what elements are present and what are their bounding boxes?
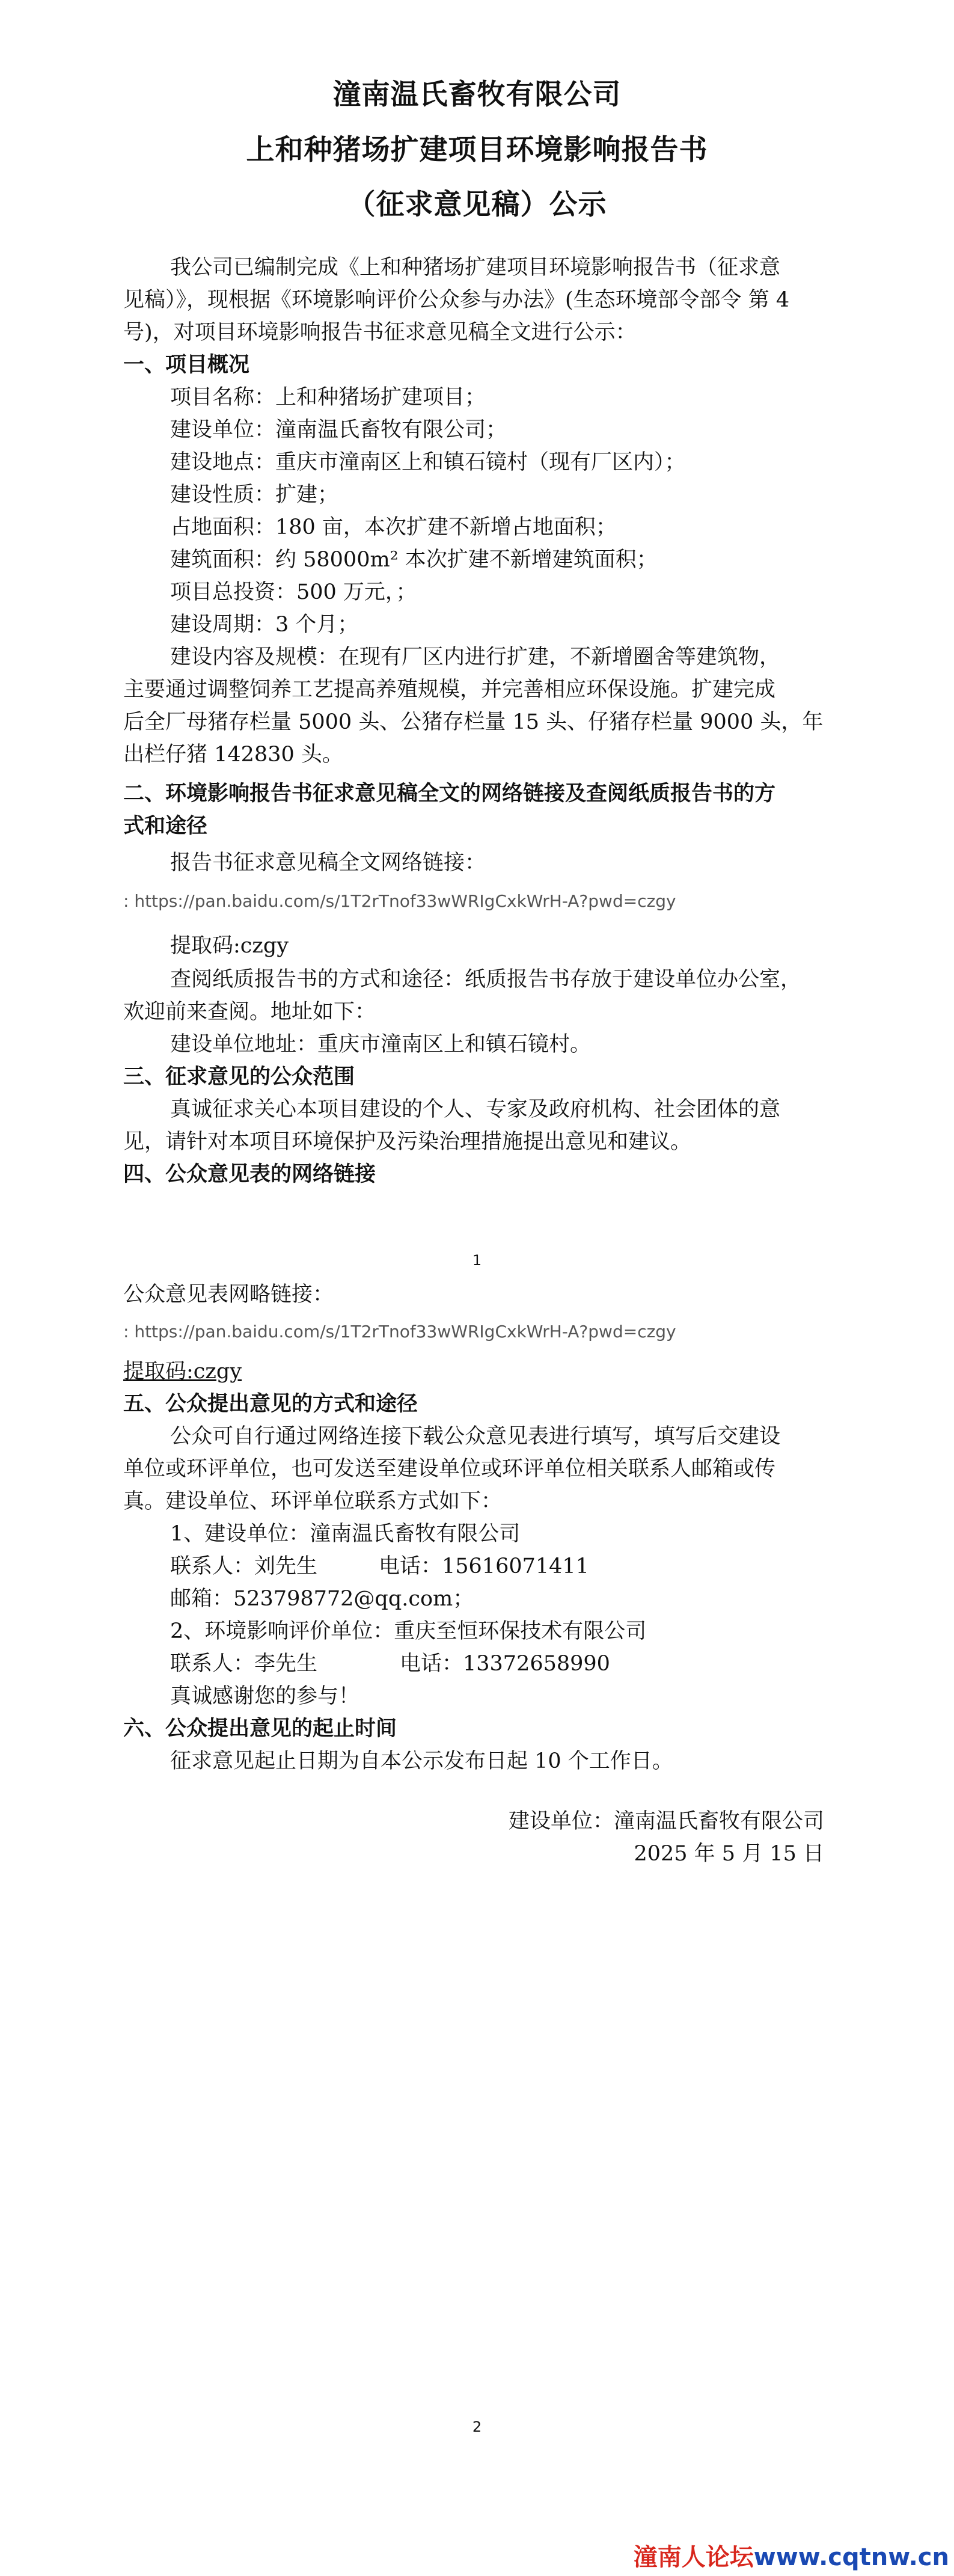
- scope-public-line-2: 见，请针对本项目环境保护及污染治理措施提出意见和建议。: [123, 1130, 692, 1154]
- project-name: 项目名称：上和种猪场扩建项目；: [170, 385, 486, 409]
- section6-heading: 六、公众提出意见的起止时间: [123, 1716, 397, 1741]
- intro-line-2: 见稿）》，现根据《环境影响评价公众参与办法》(生态环境部令部令 第 4: [123, 288, 790, 312]
- thanks-text: 真诚感谢您的参与！: [170, 1684, 360, 1708]
- scope-line-4: 出栏仔猪 142830 头。: [123, 743, 343, 767]
- report-subtitle: （征求意见稿）公示: [347, 188, 607, 221]
- report-link-label: 报告书征求意见稿全文网络链接：: [170, 851, 486, 875]
- report-download-link[interactable]: : https://pan.baidu.com/s/1T2rTnof33wWRIgCxkWrH-A?pwd=czgy: [123, 891, 676, 911]
- section3-heading: 三、征求意见的公众范围: [123, 1064, 355, 1089]
- scope-public-line-1: 真诚征求关心本项目建设的个人、专家及政府机构、社会团体的意: [170, 1097, 781, 1121]
- section1-heading: 一、项目概况: [123, 352, 250, 377]
- section4-heading: 四、公众意见表的网络链接: [123, 1162, 376, 1186]
- contact-unit-1: 1、建设单位：潼南温氏畜牧有限公司: [170, 1522, 521, 1546]
- contact-phone-2: 电话：13372658990: [400, 1652, 610, 1676]
- construction-period: 建设周期：3 个月；: [170, 613, 359, 637]
- page-number-1: 1: [472, 1252, 482, 1269]
- scope-line-3: 后全厂母猪存栏量 5000 头、公猪存栏量 15 头、仔猪存栏量 9000 头，年: [123, 710, 824, 734]
- section2-heading-line-2: 式和途径: [123, 814, 208, 838]
- opinion-form-link-label: 公众意见表网略链接：: [123, 1283, 334, 1307]
- section2-heading-line-1: 二、环境影响报告书征求意见稿全文的网络链接及查阅纸质报告书的方: [123, 781, 776, 806]
- paper-access-line-2: 欢迎前来查阅。地址如下：: [123, 1000, 376, 1024]
- watermark-url[interactable]: www.cqtnw.cn: [753, 2544, 949, 2571]
- method-line-1: 公众可自行通过网络连接下载公众意见表进行填写，填写后交建设: [170, 1424, 781, 1449]
- intro-line-3: 号)，对项目环境影响报告书征求意见稿全文进行公示：: [123, 320, 637, 345]
- opinion-form-link[interactable]: : https://pan.baidu.com/s/1T2rTnof33wWRIgCxkWrH-A?pwd=czgy: [123, 1322, 676, 1342]
- signature-date: 2025 年 5 月 15 日: [634, 1842, 824, 1866]
- method-line-2: 单位或环评单位，也可发送至建设单位或环评单位相关联系人邮箱或传: [123, 1457, 776, 1481]
- unit-address: 建设单位地址：重庆市潼南区上和镇石镜村。: [170, 1032, 592, 1056]
- construction-unit: 建设单位：潼南温氏畜牧有限公司；: [170, 418, 507, 442]
- contact-person-1: 联系人：刘先生: [170, 1554, 318, 1578]
- scope-line-2: 主要通过调整饲养工艺提高养殖规模，并完善相应环保设施。扩建完成: [123, 678, 776, 702]
- report-extraction-code: 提取码:czgy: [170, 934, 289, 958]
- section5-heading: 五、公众提出意见的方式和途径: [123, 1391, 418, 1416]
- contact-email-1: 邮箱：523798772@qq.com；: [170, 1587, 474, 1611]
- land-area: 占地面积：180 亩，本次扩建不新增占地面积；: [170, 515, 617, 539]
- page-number-2: 2: [472, 2418, 482, 2435]
- contact-unit-2: 2、环境影响评价单位：重庆至恒环保技术有限公司: [170, 1619, 647, 1643]
- signature-unit: 建设单位：潼南温氏畜牧有限公司: [508, 1809, 824, 1833]
- comment-period: 征求意见起止日期为自本公示发布日起 10 个工作日。: [170, 1749, 673, 1773]
- report-title: 上和种猪场扩建项目环境影响报告书: [246, 133, 708, 167]
- opinion-form-extraction-code: 提取码:czgy: [123, 1360, 242, 1384]
- paper-access-line-1: 查阅纸质报告书的方式和途径：纸质报告书存放于建设单位办公室，: [170, 968, 802, 992]
- contact-phone-1: 电话：15616071411: [379, 1554, 589, 1578]
- construction-site: 建设地点：重庆市潼南区上和镇石镜村（现有厂区内）；: [170, 450, 686, 474]
- contact-person-2: 联系人：李先生: [170, 1652, 318, 1676]
- method-line-3: 真。建设单位、环评单位联系方式如下：: [123, 1489, 503, 1513]
- company-title: 潼南温氏畜牧有限公司: [332, 78, 622, 111]
- construction-nature: 建设性质：扩建；: [170, 483, 339, 507]
- intro-line-1: 我公司已编制完成《上和种猪场扩建项目环境影响报告书（征求意: [170, 256, 781, 280]
- building-area: 建筑面积：约 58000m² 本次扩建不新增建筑面积；: [170, 548, 658, 572]
- watermark-site-name: 潼南人论坛: [633, 2544, 754, 2571]
- total-investment: 项目总投资：500 万元，；: [170, 580, 417, 604]
- watermark: [634, 2538, 949, 2572]
- scope-line-1: 建设内容及规模：在现有厂区内进行扩建，不新增圈舍等建筑物，: [170, 645, 781, 669]
